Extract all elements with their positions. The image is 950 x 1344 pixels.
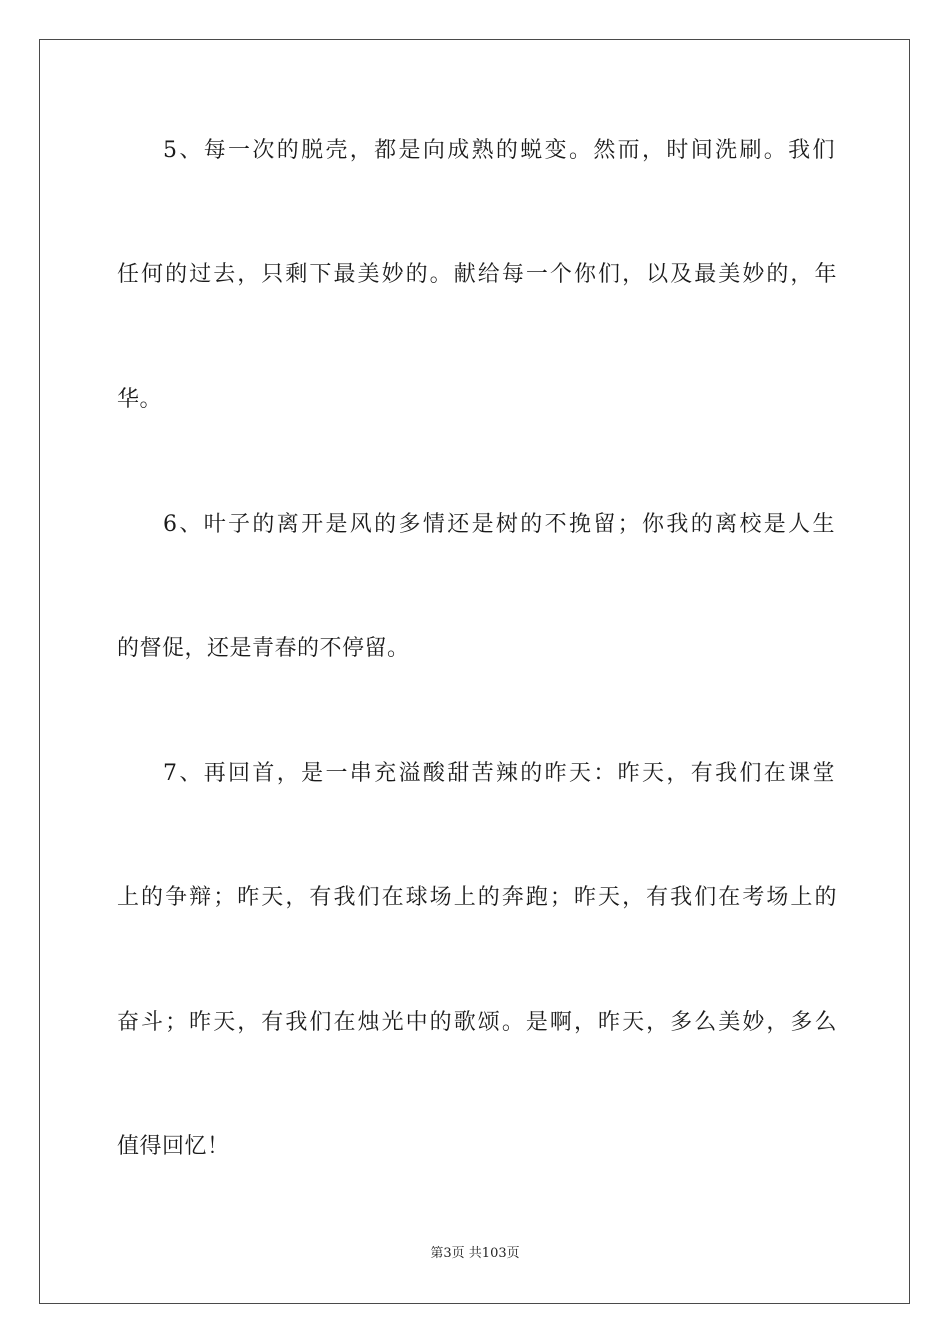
paragraph-7-line-3: 奋斗；昨天，有我们在烛光中的歌颂。是啊，昨天，多么美妙，多么	[117, 1010, 837, 1035]
paragraph-7-line-4: 值得回忆！	[117, 1134, 230, 1159]
paragraph-5-line-1: 5、每一次的脱壳，都是向成熟的蜕变。然而，时间洗刷。我们	[163, 138, 835, 163]
paragraph-5-line-3: 华。	[117, 387, 163, 412]
page-border	[39, 39, 910, 1304]
paragraph-7-line-1: 7、再回首，是一串充溢酸甜苦辣的昨天：昨天，有我们在课堂	[163, 761, 835, 786]
page-number-footer: 第3页 共103页	[430, 1246, 520, 1261]
paragraph-6-line-2: 的督促，还是青春的不停留。	[117, 636, 410, 661]
paragraph-5-line-2: 任何的过去，只剩下最美妙的。献给每一个你们，以及最美妙的，年	[117, 262, 837, 287]
paragraph-7-line-2: 上的争辩；昨天，有我们在球场上的奔跑；昨天，有我们在考场上的	[117, 885, 837, 910]
paragraph-6-line-1: 6、叶子的离开是风的多情还是树的不挽留；你我的离校是人生	[163, 512, 835, 537]
